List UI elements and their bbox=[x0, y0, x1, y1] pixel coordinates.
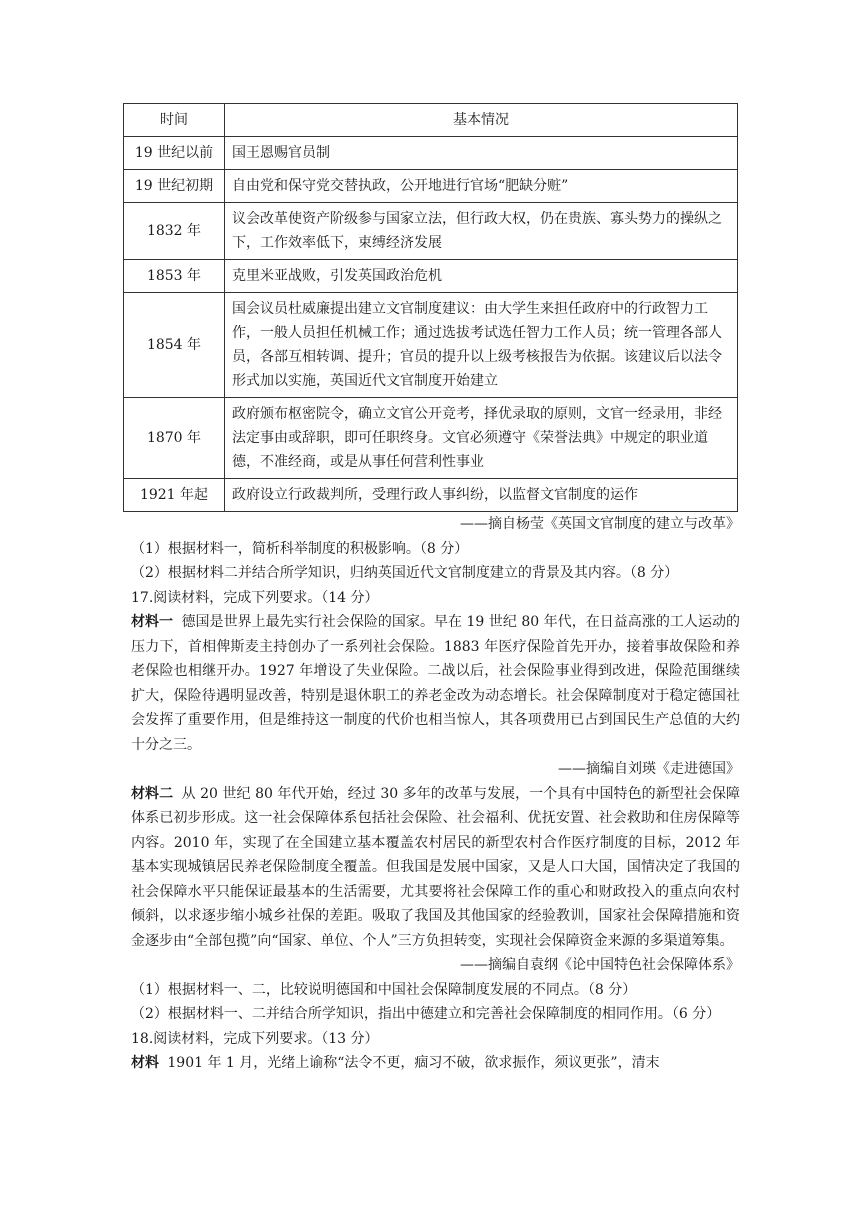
table-row bbox=[124, 170, 738, 203]
q18-title: 18.阅读材料，完成下列要求。（13 分） bbox=[131, 1030, 379, 1047]
header-time: 时间 bbox=[124, 104, 225, 137]
row-time: 19 世纪以前 bbox=[124, 137, 225, 170]
table-row bbox=[124, 137, 738, 170]
material-text: 1901 年 1 月，光绪上谕称“法令不更，痼习不破，欲求振作，须议更张”，清末 bbox=[167, 1055, 660, 1071]
q18-material bbox=[131, 1051, 740, 1076]
row-time: 1870 年 bbox=[124, 398, 225, 479]
table-row bbox=[124, 203, 738, 260]
row-time: 1921 年起 bbox=[124, 479, 225, 512]
row-time: 19 世纪初期 bbox=[124, 170, 225, 203]
history-table bbox=[123, 103, 738, 512]
q17-sub2: （2）根据材料一、二并结合所学知识，指出中德建立和完善社会保障制度的相同作用。（6 分） bbox=[131, 1006, 721, 1022]
q16-sub2: （2）根据材料二并结合所学知识，归纳英国近代文官制度建立的背景及其内容。（8 分） bbox=[131, 565, 679, 581]
table-source: ——摘自杨莹《英国文官制度的建立与改革》 bbox=[460, 516, 740, 532]
row-desc: 政府设立行政裁判所，受理行政人事纠纷，以监督文官制度的运作 bbox=[225, 479, 738, 512]
q17-material-2 bbox=[131, 782, 740, 954]
row-desc: 国王恩赐官员制 bbox=[225, 137, 738, 170]
q17-m2-source: ——摘编自袁纲《论中国特色社会保障体系》 bbox=[460, 957, 740, 973]
material-label: 材料二 bbox=[131, 785, 174, 802]
table-row bbox=[124, 293, 738, 398]
q17-title: 17.阅读材料，完成下列要求。（14 分） bbox=[131, 589, 379, 606]
q17-sub1: （1）根据材料一、二，比较说明德国和中国社会保障制度发展的不同点。（8 分） bbox=[131, 981, 637, 998]
material-text: 德国是世界上最先实行社会保险的国家。早在 19 世纪 80 年代，在日益高涨的工人运动的压力下，首相俾斯麦主持创办了一系列社会保险。1883 年医疗保险首先开办，接着事故保险和养老保险也相继开办。1927 年增设了失业保险。二战以后，社会保险事业得到改进，保险范围继续扩大，保险待遇明显改善，特别是退休职工的养老金改为动态增长。社会保障制度对于稳定德国社会发挥了重要作用，但是维持这一制度的代价也相当惊人，其各项费用已占到国民生产总值的大约十分之三。 bbox=[131, 614, 741, 753]
document-body bbox=[131, 512, 740, 1076]
row-desc: 政府颁布枢密院令，确立文官公开竞考，择优录取的原则，文官一经录用，非经法定事由或辞职，即可任职终身。文官必须遵守《荣誉法典》中规定的职业道德，不准经商，或是从事任何营利性事业 bbox=[225, 398, 738, 479]
q17-material-1 bbox=[131, 610, 740, 757]
q17-m1-source: ——摘编自刘瑛《走进德国》 bbox=[558, 761, 740, 777]
row-time: 1853 年 bbox=[124, 260, 225, 293]
header-situation: 基本情况 bbox=[225, 104, 738, 137]
table-row bbox=[124, 398, 738, 479]
row-time: 1832 年 bbox=[124, 203, 225, 260]
row-desc: 议会改革使资产阶级参与国家立法，但行政大权，仍在贵族、寡头势力的操纵之下，工作效率低下，束缚经济发展 bbox=[225, 203, 738, 260]
table-header-row bbox=[124, 104, 738, 137]
material-label: 材料 bbox=[131, 1055, 159, 1071]
row-time: 1854 年 bbox=[124, 293, 225, 398]
material-text: 从 20 世纪 80 年代开始，经过 30 多年的改革与发展，一个具有中国特色的新型社会保障体系已初步形成。这一社会保障体系包括社会保险、社会福利、优抚安置、社会救助和住房保障等内容。2010 年，实现了在全国建立基本覆盖农村居民的新型农村合作医疗制度的目标，2012 年基本实现城镇居民养老保险制度全覆盖。但我国是发展中国家，又是人口大国，国情决定了我国的社会保障水平只能保证最基本的生活需要，尤其要将社会保障工作的重心和财政投入的重点向农村倾斜，以求逐步缩小城乡社保的差距。吸取了我国及其他国家的经验教训，国家社会保障措施和资金逐步由“全部包揽”向“国家、单位、个人”三方负担转变，实现社会保障资金来源的多渠道筹集。 bbox=[131, 785, 740, 949]
row-desc: 自由党和保守党交替执政，公开地进行官场“肥缺分赃” bbox=[225, 170, 738, 203]
row-desc: 国会议员杜威廉提出建立文官制度建议：由大学生来担任政府中的行政智力工作，一般人员担任机械工作；通过选拔考试选任智力工作人员；统一管理各部人员，各部互相转调、提升；官员的提升以上级考核报告为依据。该建议后以法令形式加以实施，英国近代文官制度开始建立 bbox=[225, 293, 738, 398]
q16-sub1: （1）根据材料一，简析科举制度的积极影响。（8 分） bbox=[131, 540, 469, 557]
table-row bbox=[124, 479, 738, 512]
table-row bbox=[124, 260, 738, 293]
material-label: 材料一 bbox=[131, 614, 174, 630]
row-desc: 克里米亚战败，引发英国政治危机 bbox=[225, 260, 738, 293]
